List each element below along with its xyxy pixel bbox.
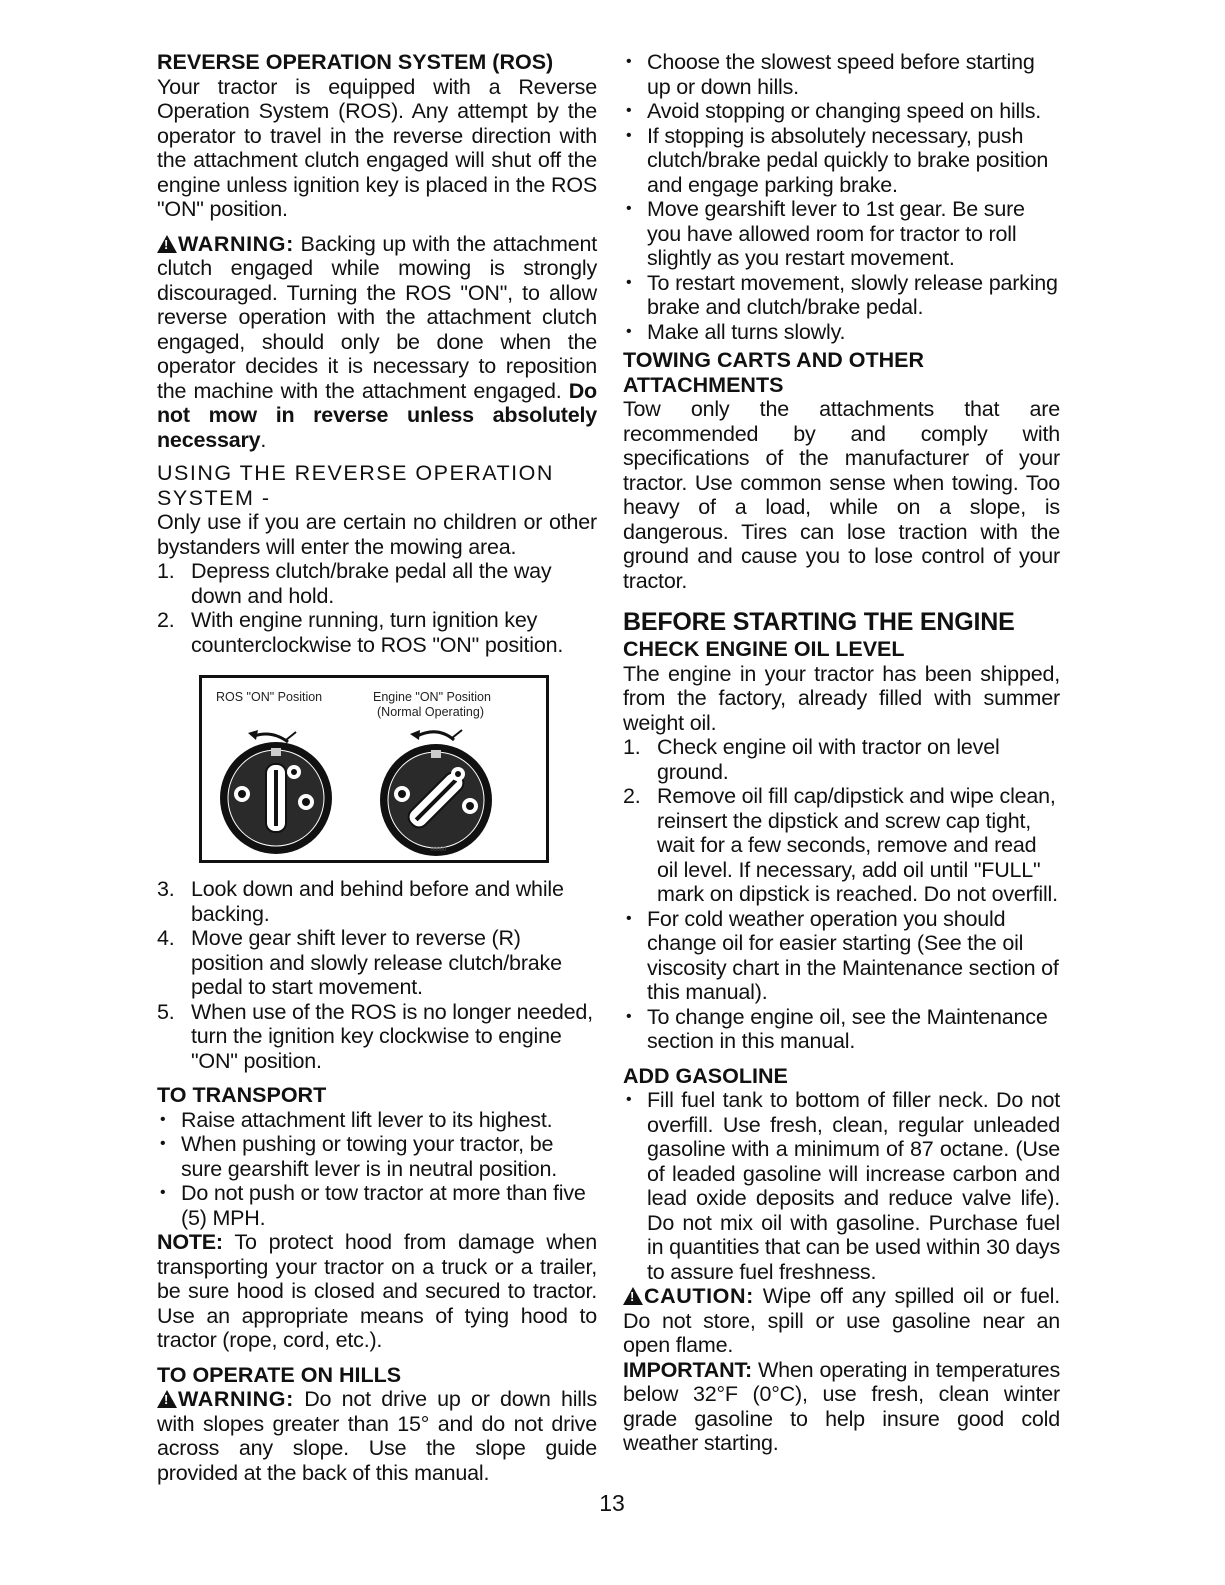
bullet-item: • Avoid stopping or changing speed on hills. <box>623 99 1060 124</box>
oil-steps-list <box>623 735 1060 907</box>
step-number: 5. <box>157 999 175 1024</box>
important-text: When operating in temperatures below 32°F (0°C), use fresh, clean winter grade gasoline to help insure good cold weather starting. <box>623 1357 1060 1455</box>
oil-paragraph: The engine in your tractor has been shipped, from the factory, already filled with summer weight oil. <box>623 661 1060 735</box>
figure-code: 00000 <box>430 847 446 853</box>
warning-label: WARNING: <box>178 1387 294 1411</box>
engine-switch-icon <box>380 730 492 856</box>
step-text: When use of the ROS is no longer needed, turn the ignition key clockwise to engine "ON" position. <box>191 999 593 1073</box>
ros-warning <box>157 232 597 453</box>
warning-icon <box>157 235 177 253</box>
ros-paragraph: Your tractor is equipped with a Reverse Operation System (ROS). Any attempt by the operator to travel in the reverse direction with the attachment clutch engaged will shut off the engine unless ignition key is placed in the ROS "ON" position. <box>157 74 597 221</box>
step-number: 3. <box>157 877 175 901</box>
step-text: With engine running, turn ignition key counterclockwise to ROS "ON" position. <box>191 608 564 657</box>
normal-operating-label: (Normal Operating) <box>377 705 484 719</box>
warning-icon <box>157 1390 177 1408</box>
ros-step <box>157 559 597 608</box>
towing-paragraph: Tow only the attachments that are recommended by and comply with specifications of the manufacturer of your tractor. Use common sense when towing. Too heavy of a load, while on a slope, is dangerous. Tires can lose traction with the ground and cause you to lose control of your tractor. <box>623 397 1060 593</box>
step-number: 2. <box>157 608 175 632</box>
ros-step <box>157 926 597 1000</box>
hills-warning-text: Do not drive up or down hills with slopes greater than 15° and do not drive across any slope. Use the slope guide provided at the back of this manual. <box>157 1387 597 1485</box>
oil-bullets <box>623 907 1060 1054</box>
hills-heading: TO OPERATE ON HILLS <box>157 1362 402 1387</box>
before-starting-heading: BEFORE STARTING THE ENGINE <box>623 608 1015 636</box>
bullet-item: • When pushing or towing your tractor, be sure gearshift lever is in neutral position. <box>157 1132 597 1181</box>
towing-heading: TOWING CARTS AND OTHER ATTACHMENTS <box>623 348 924 397</box>
caution-paragraph <box>623 1284 1060 1358</box>
important-label: IMPORTANT: <box>623 1357 752 1382</box>
ros-step <box>157 608 597 657</box>
important-paragraph <box>623 1358 1060 1456</box>
bullet-item: • Make all turns slowly. <box>623 320 1060 345</box>
bullet-item: • Move gearshift lever to 1st gear. Be sure you have allowed room for tractor to roll slightly as you restart movement. <box>623 197 1060 271</box>
oil-step <box>623 735 1060 784</box>
warning-end: . <box>260 427 267 452</box>
gasoline-heading: ADD GASOLINE <box>623 1063 788 1088</box>
page-number: 13 <box>599 1490 625 1516</box>
step-text: Look down and behind before and while backing. <box>191 877 564 926</box>
ignition-key-figure <box>199 675 549 863</box>
ros-steps-list-continued <box>157 877 597 1073</box>
transport-heading: TO TRANSPORT <box>157 1083 327 1107</box>
ros-step <box>157 1000 597 1074</box>
transport-bullets <box>157 1108 597 1231</box>
bullet-item: • Fill fuel tank to bottom of filler neck. Do not overfill. Use fresh, clean, regular unleaded gasoline with a minimum of 87 octane. (Use of leaded gasoline will increase carbon and lead oxide deposits and reduce valve life). Do not mix oil with gasoline. Purchase fuel in quantities that can be used within 30 days to assure fuel freshness. <box>623 1088 1060 1284</box>
note-label: NOTE: <box>157 1230 223 1254</box>
bullet-item: • Raise attachment lift lever to its highest. <box>157 1108 597 1133</box>
note-paragraph <box>157 1230 597 1353</box>
caution-label: CAUTION: <box>644 1284 754 1308</box>
step-number: 1. <box>623 735 641 759</box>
using-ros-heading: USING THE REVERSE OPERATION SYSTEM - <box>157 461 554 510</box>
step-text: Check engine oil with tractor on level ground. <box>657 735 1000 784</box>
ros-step <box>157 877 597 926</box>
left-column <box>157 50 597 1485</box>
engine-position-label: Engine "ON" Position <box>373 690 491 704</box>
warning-text: Backing up with the attachment clutch engaged while mowing is strongly discouraged. Turning the ROS "ON", to allow reverse operation with the attachment clutch engaged, should only be done when the operator decides it is necessary to reposition the machine with the attachment engaged. <box>157 231 597 403</box>
bullet-item: • To restart movement, slowly release parking brake and clutch/brake pedal. <box>623 271 1060 320</box>
step-text: Move gear shift lever to reverse (R) position and slowly release clutch/brake pedal to start movement. <box>191 926 562 999</box>
gasoline-bullets <box>623 1088 1060 1284</box>
bullet-item: • For cold weather operation you should change oil for easier starting (See the oil viscosity chart in the Maintenance section of this manual). <box>623 907 1060 1005</box>
bullet-item: • If stopping is absolutely necessary, push clutch/brake pedal quickly to brake position and engage parking brake. <box>623 124 1060 198</box>
bullet-item: • To change engine oil, see the Maintenance section in this manual. <box>623 1005 1060 1054</box>
bullet-item: • Choose the slowest speed before starting up or down hills. <box>623 50 1060 99</box>
step-text: Remove oil fill cap/dipstick and wipe clean, reinsert the dipstick and screw cap tight, wait for a few seconds, remove and read oil level. If necessary, add oil until "FULL" mark on dipstick is reached. Do not overfill. <box>657 784 1058 906</box>
bullet-item: • Do not push or tow tractor at more than five (5) MPH. <box>157 1181 597 1230</box>
caution-text: Wipe off any spilled oil or fuel. Do not store, spill or use gasoline near an open flame. <box>623 1284 1060 1357</box>
ignition-switch-drawings <box>202 678 546 860</box>
right-column <box>623 50 1060 1456</box>
caution-icon <box>623 1287 643 1305</box>
step-number: 4. <box>157 926 175 950</box>
step-number: 2. <box>623 784 641 808</box>
oil-level-heading: CHECK ENGINE OIL LEVEL <box>623 637 905 661</box>
ros-steps-list <box>157 559 597 657</box>
step-number: 1. <box>157 559 175 583</box>
ros-switch-icon <box>220 730 332 854</box>
ros-position-label: ROS "ON" Position <box>216 690 323 704</box>
hills-warning <box>157 1387 597 1485</box>
step-text: Depress clutch/brake pedal all the way down and hold. <box>191 559 552 608</box>
oil-step <box>623 784 1060 907</box>
hill-bullets <box>623 50 1060 344</box>
note-text: To protect hood from damage when transporting your tractor on a truck or a trailer, be sure hood is closed and secured to tractor. Use an appropriate means of tying hood to tractor (rope, cord, etc.). <box>157 1230 597 1352</box>
warning-label: WARNING: <box>178 231 294 256</box>
using-ros-paragraph: Only use if you are certain no children or other bystanders will enter the mowing area. <box>157 510 597 559</box>
warning-bold-text: Do not mow in reverse unless absolutely necessary <box>157 378 597 452</box>
ros-heading: REVERSE OPERATION SYSTEM (ROS) <box>157 50 554 74</box>
